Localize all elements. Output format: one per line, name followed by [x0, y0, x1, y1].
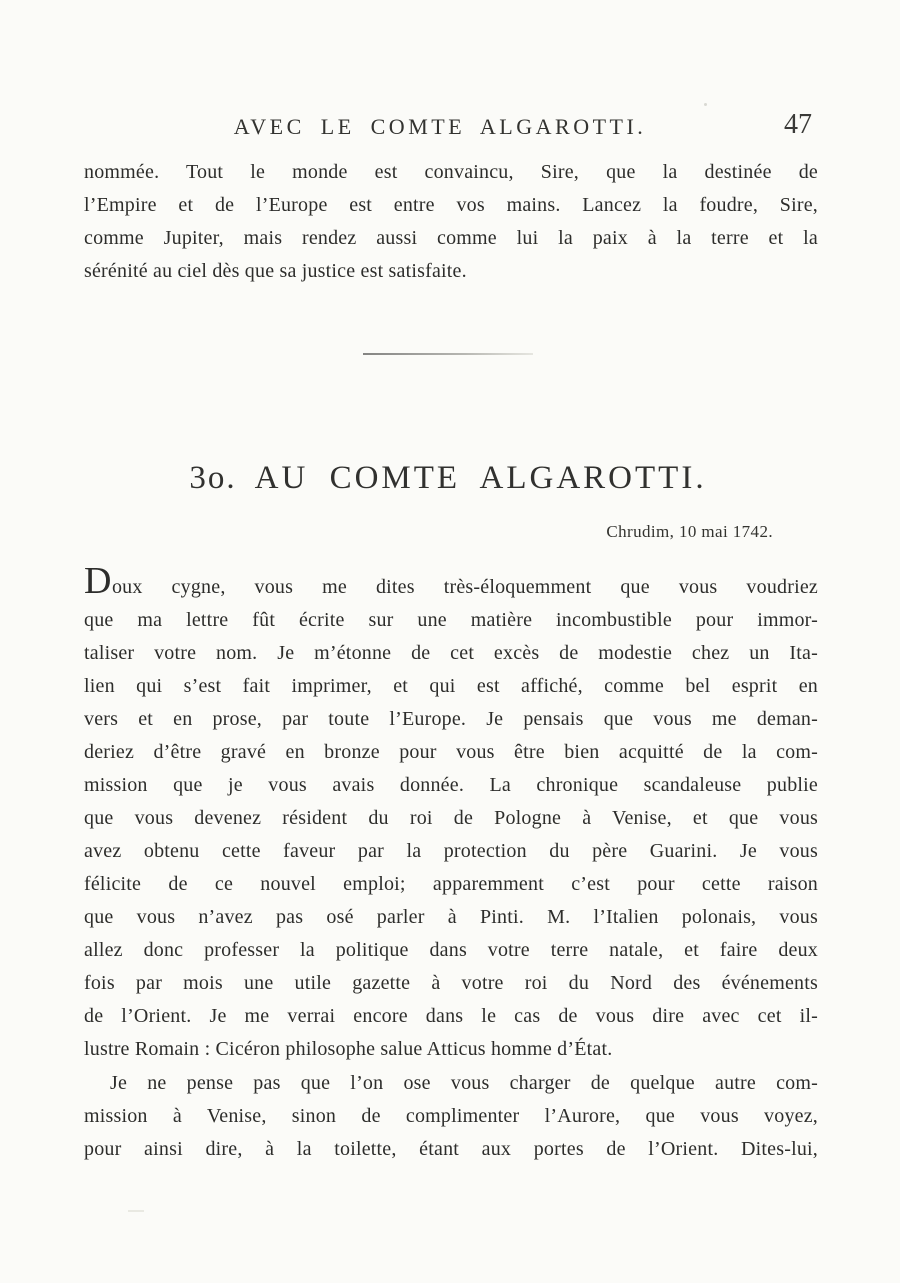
text-line: nommée. Tout le monde est convaincu, Sire, que la destinée de — [84, 161, 818, 183]
intro-paragraph — [84, 156, 818, 288]
text-line: que vous n’avez pas osé parler à Pinti. M. l’Italien polonais, vous — [84, 906, 818, 928]
letter-body-paragraph — [84, 560, 818, 1066]
text-line: mission à Venise, sinon de complimenter l’Aurore, que vous voyez, — [84, 1105, 818, 1127]
text-line: que ma lettre fût écrite sur une matière incombustible pour immor- — [84, 609, 818, 631]
text-line: Je ne pense pas que l’on ose vous charger de quelque autre com- — [110, 1072, 818, 1094]
running-header-title: AVEC LE COMTE ALGAROTTI. — [233, 114, 647, 139]
text-line: taliser votre nom. Je m’étonne de cet excès de modestie chez un Ita- — [84, 642, 818, 664]
closing-paragraph — [84, 1067, 818, 1166]
text-line: que vous devenez résident du roi de Pologne à Venise, et que vous — [84, 807, 818, 829]
drop-cap-initial: D — [84, 560, 112, 602]
text-line: avez obtenu cette faveur par la protection du père Guarini. Je vous — [84, 840, 818, 862]
text-line: pour ainsi dire, à la toilette, étant aux portes de l’Orient. Dites-lui, — [84, 1138, 818, 1160]
text-line: comme Jupiter, mais rendez aussi comme lui la paix à la terre et la — [84, 227, 818, 249]
text-line: deriez d’être gravé en bronze pour vous être bien acquitté de la com- — [84, 741, 818, 763]
letter-title: AU COMTE ALGAROTTI. — [254, 460, 707, 496]
letter-heading — [81, 460, 815, 497]
letter-number: 3o. — [189, 460, 237, 496]
text-line: vers et en prose, par toute l’Europe. Je pensais que vous me deman- — [84, 708, 818, 730]
dateline: Chrudim, 10 mai 1742. — [606, 522, 773, 541]
section-divider — [363, 353, 533, 355]
text-line: allez donc professer la politique dans votre terre natale, et faire deux — [84, 939, 818, 961]
scan-speck — [704, 103, 707, 106]
text-line-with-dropcap — [84, 560, 818, 604]
text-line: lustre Romain : Cicéron philosophe salue Atticus homme d’État. — [84, 1038, 613, 1060]
text-line: mission que je vous avais donnée. La chronique scandaleuse publie — [84, 774, 818, 796]
text-line: fois par mois une utile gazette à votre roi du Nord des événements — [84, 972, 818, 994]
text-line: l’Empire et de l’Europe est entre vos mains. Lancez la foudre, Sire, — [84, 194, 818, 216]
text-line: sérénité au ciel dès que sa justice est satisfaite. — [84, 260, 467, 282]
text-line: lien qui s’est fait imprimer, et qui est affiché, comme bel esprit en — [84, 675, 818, 697]
scan-smudge — [128, 1210, 144, 1212]
text-line: de l’Orient. Je me verrai encore dans le cas de vous dire avec cet il- — [84, 1005, 818, 1027]
page-number: 47 — [784, 109, 812, 140]
text-line: félicite de ce nouvel emploi; apparemment c’est pour cette raison — [84, 873, 818, 895]
text-line: oux cygne, vous me dites très-éloquemment que vous voudriez — [111, 576, 818, 598]
